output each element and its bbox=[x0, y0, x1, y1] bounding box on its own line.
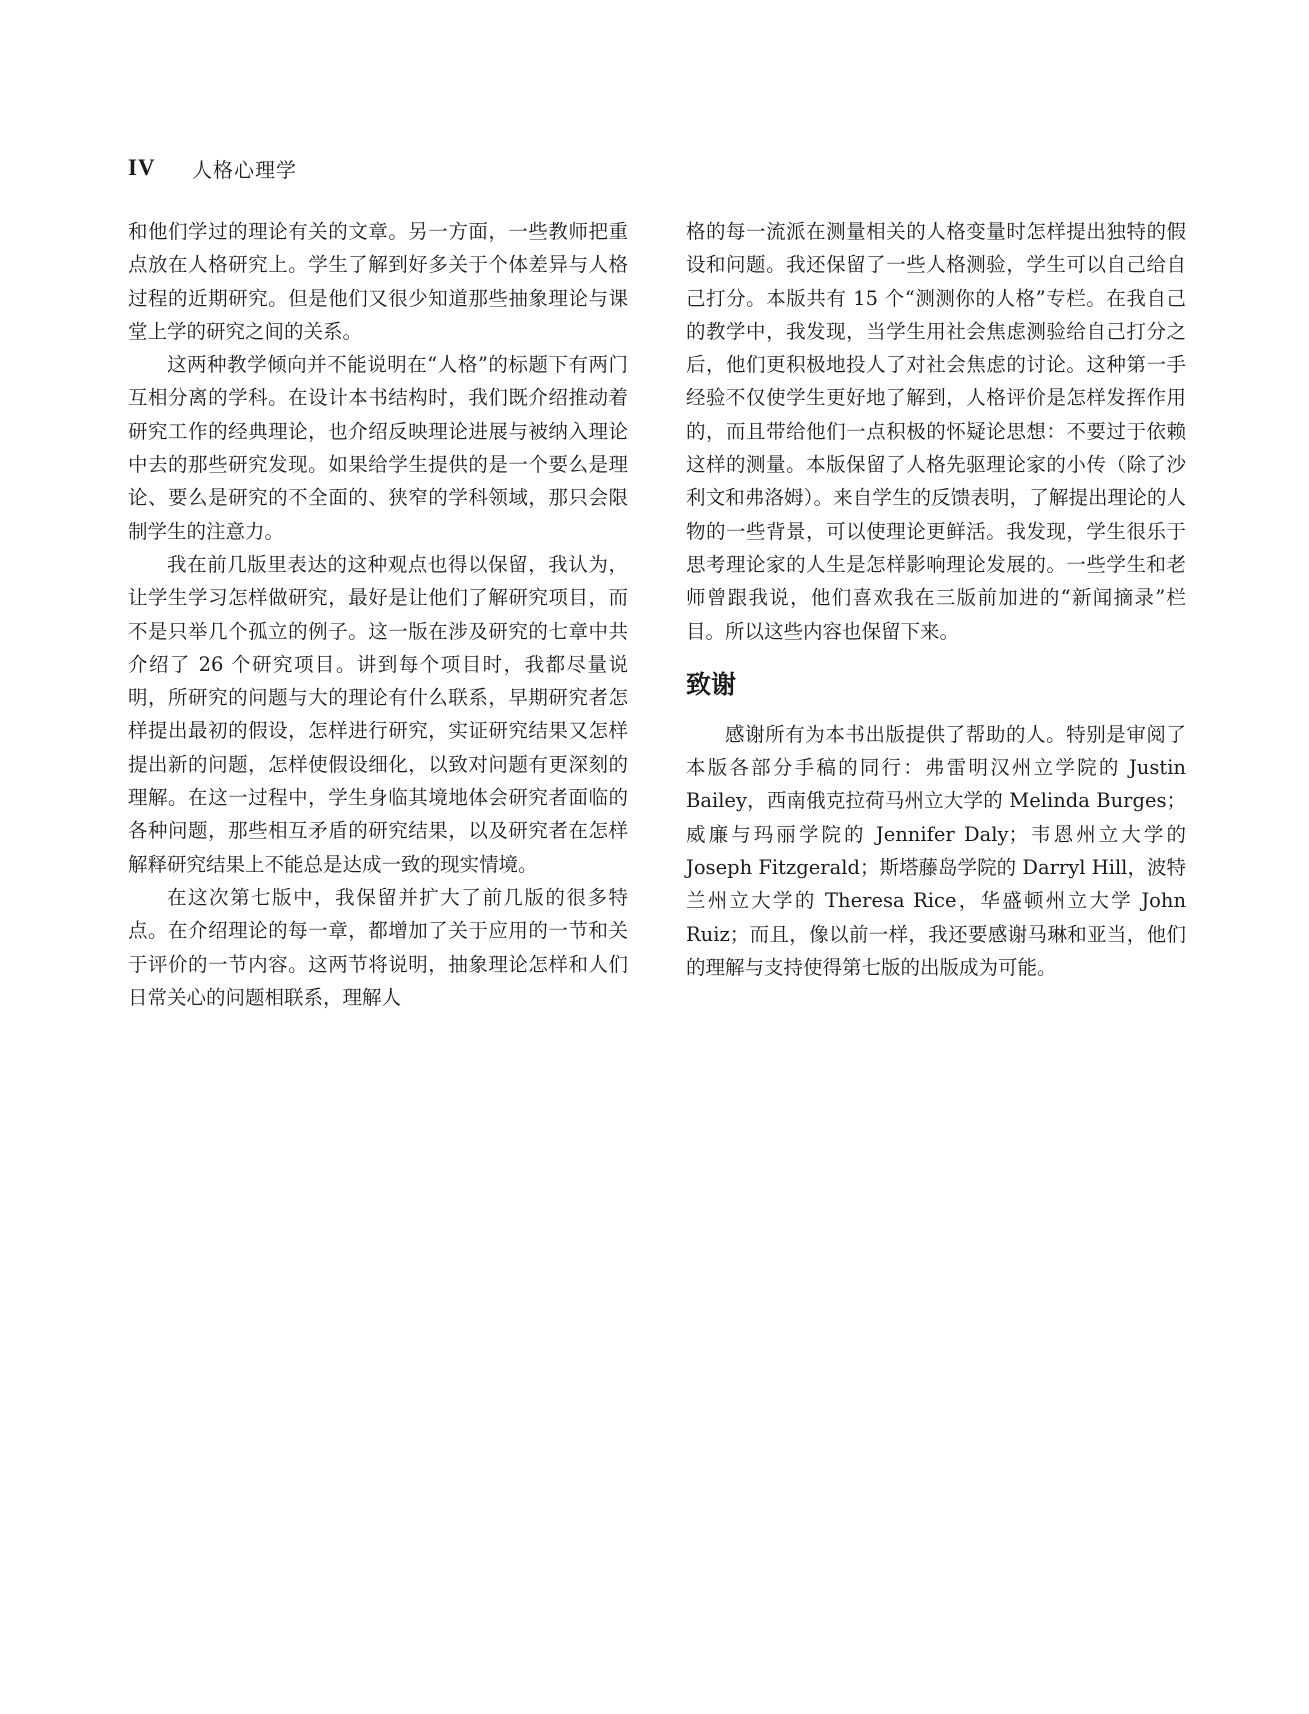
body-paragraph: 我在前几版里表达的这种观点也得以保留，我认为，让学生学习怎样做研究，最好是让他们了解研究项目，而不是只举几个孤立的例子。这一版在涉及研究的七章中共介绍了 26 个研究项目。讲到每个项目时，我都尽量说明，所研究的问题与大的理论有什么联系，早期研究者怎样提出最初的假设，怎样进行研究，实证研究结果又怎样提出新的问题，怎样使假设细化，以致对问题有更深刻的理解。在这一过程中，学生身临其境地体会研究者面临的各种问题，那些相互矛盾的研究结果，以及研究者在怎样解释研究结果上不能总是达成一致的现实情境。 bbox=[128, 552, 628, 876]
page-number: IV bbox=[128, 155, 156, 180]
right-column bbox=[686, 215, 1186, 984]
section-heading-acknowledgements: 致谢 bbox=[686, 669, 737, 699]
running-header bbox=[128, 152, 297, 184]
body-paragraph: 这两种教学倾向并不能说明在“人格”的标题下有两门互相分离的学科。在设计本书结构时，我们既介绍推动着研究工作的经典理论，也介绍反映理论进展与被纳入理论中去的那些研究发现。如果给学生提供的是一个要么是理论、要么是研究的不全面的、狭窄的学科领域，那只会限制学生的注意力。 bbox=[128, 353, 628, 543]
body-paragraph: 和他们学过的理论有关的文章。另一方面，一些教师把重点放在人格研究上。学生了解到好多关于个体差异与人格过程的近期研究。但是他们又很少知道那些抽象理论与课堂上学的研究之间的关系。 bbox=[128, 220, 628, 343]
acknowledgements-paragraph: 感谢所有为本书出版提供了帮助的人。特别是审阅了本版各部分手稿的同行：弗雷明汉州立学院的 Justin Bailey，西南俄克拉荷马州立大学的 Melinda Burges；威廉与玛丽学院的 Jennifer Daly；韦恩州立大学的 Joseph Fitzgerald；斯塔藤岛学院的 Darryl Hill，波特兰州立大学的 Theresa Rice，华盛顿州立大学 John Ruiz；而且，像以前一样，我还要感谢马琳和亚当，他们的理解与支持使得第七版的出版成为可能。 bbox=[686, 722, 1186, 979]
left-column bbox=[128, 215, 628, 1014]
body-paragraph: 在这次第七版中，我保留并扩大了前几版的很多特点。在介绍理论的每一章，都增加了关于应用的一节和关于评价的一节内容。这两节将说明，抽象理论怎样和人们日常关心的问题相联系，理解人 bbox=[128, 885, 628, 1009]
body-paragraph: 格的每一流派在测量相关的人格变量时怎样提出独特的假设和问题。我还保留了一些人格测验，学生可以自己给自己打分。本版共有 15 个“测测你的人格”专栏。在我自己的教学中，我发现，当学生用社会焦虑测验给自己打分之后，他们更积极地投人了对社会焦虑的讨论。这种第一手经验不仅使学生更好地了解到，人格评价是怎样发挥作用的，而且带给他们一点积极的怀疑论思想：不要过于依赖这样的测量。本版保留了人格先驱理论家的小传（除了沙利文和弗洛姆）。来自学生的反馈表明，了解提出理论的人物的一些背景，可以使理论更鲜活。我发现，学生很乐于思考理论家的人生是怎样影响理论发展的。一些学生和老师曾跟我说，他们喜欢我在三版前加进的“新闻摘录”栏目。所以这些内容也保留下来。 bbox=[686, 220, 1186, 643]
book-title: 人格心理学 bbox=[192, 157, 297, 182]
